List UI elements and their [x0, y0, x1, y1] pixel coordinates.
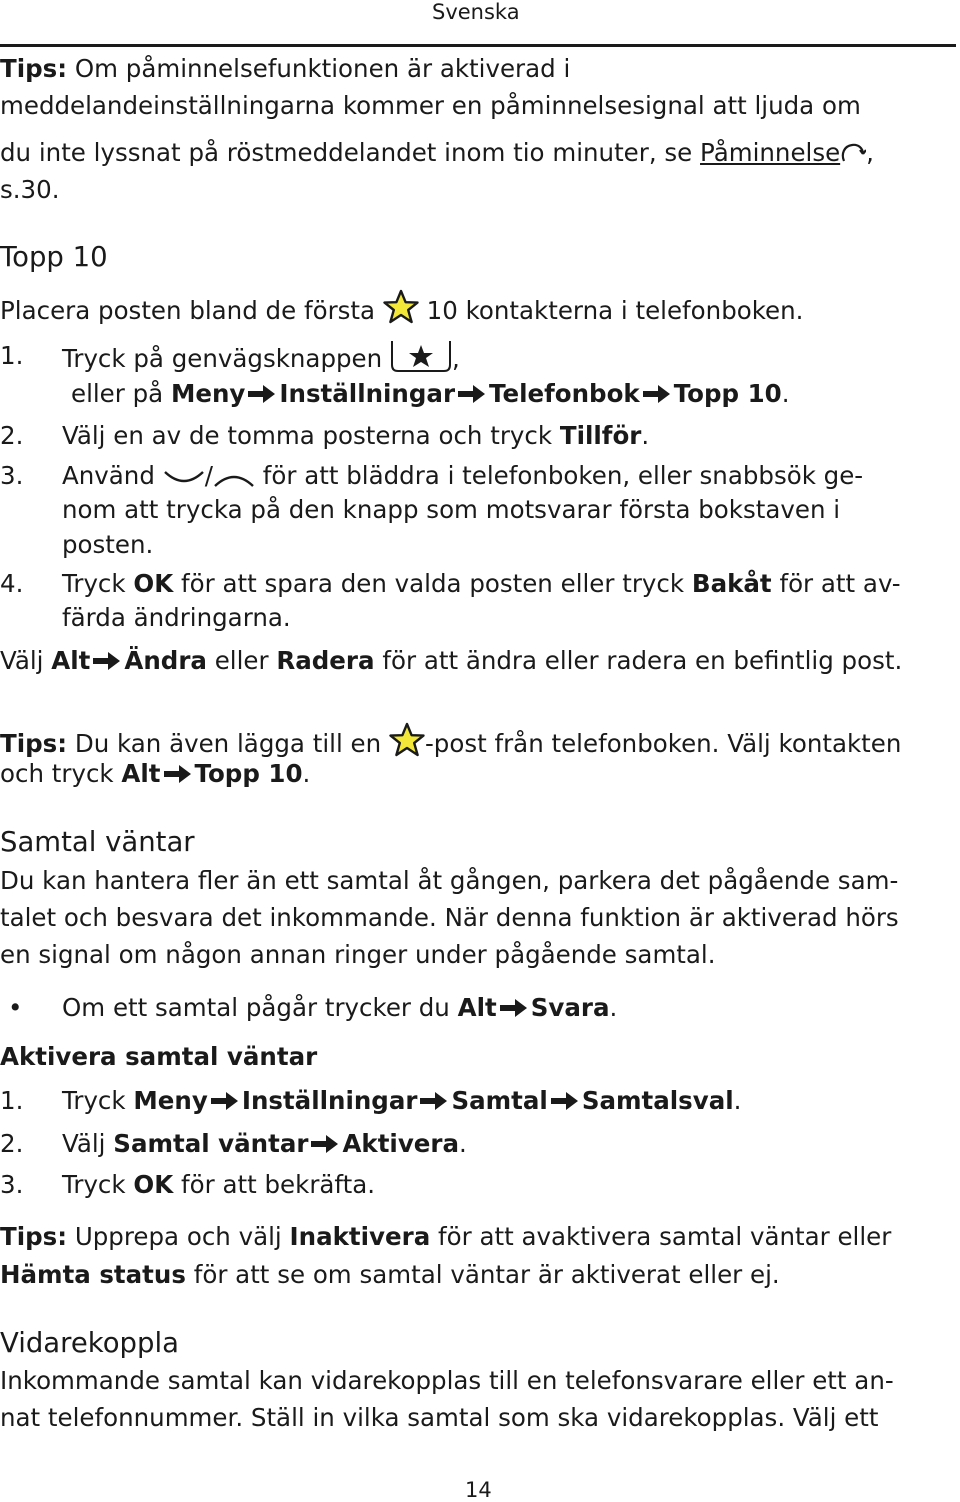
right-arrow-icon: [551, 1091, 579, 1111]
samtal-vantar-p2: talet och besvara det inkommande. När denna funktion är aktiverad hörs: [0, 903, 899, 932]
step-number: 3.: [0, 461, 24, 490]
right-arrow-icon: [248, 384, 276, 404]
star-icon: [389, 722, 425, 765]
tip1-line1: Tips: Om påminnelsefunktionen är aktiverad i: [0, 54, 571, 83]
tip2-line1: Tips: Du kan även lägga till en -post från telefonboken. Välj kontakten: [0, 722, 901, 765]
step-number: 3.: [0, 1170, 24, 1199]
star-icon: [383, 289, 419, 332]
step-number: 1.: [0, 341, 24, 370]
vidarekoppla-heading: Vidarekoppla: [0, 1327, 179, 1359]
tip1-line4: s.30.: [0, 175, 60, 204]
nav-up-key-icon: [213, 467, 255, 497]
tip3-line1: Tips: Upprepa och välj Inaktivera för att avaktivera samtal väntar eller: [0, 1222, 892, 1251]
page-number: 14: [465, 1478, 492, 1502]
tip1-line3: du inte lyssnat på röstmeddelandet inom tio minuter, se Påminnelse ,: [0, 138, 874, 174]
header-language: Svenska: [432, 0, 520, 24]
menu-installningar: Inställningar: [279, 379, 456, 408]
menu-telefonbok: Telefonbok: [489, 379, 640, 408]
right-arrow-icon: [164, 764, 192, 784]
tip1-line2: meddelandeinställningarna kommer en påminnelsesignal att ljuda om: [0, 91, 861, 120]
samtal-vantar-p1: Du kan hantera fler än ett samtal åt gången, parkera det pågående sam-: [0, 866, 899, 895]
tip3-line2: Hämta status för att se om samtal väntar är aktiverat eller ej.: [0, 1260, 780, 1289]
right-arrow-icon: [643, 384, 671, 404]
step1-line2: eller på Meny Inställningar Telefonbok Topp 10.: [71, 379, 790, 408]
tip-label: Tips:: [0, 54, 68, 83]
step-number: 1.: [0, 1086, 24, 1115]
step-number: 4.: [0, 569, 24, 598]
right-arrow-icon: [311, 1134, 339, 1154]
bullet-dot: •: [8, 993, 23, 1022]
reminder-link[interactable]: Påminnelse: [700, 138, 841, 167]
topp10-intro: Placera posten bland de första 10 kontakterna i telefonboken.: [0, 289, 803, 332]
header-rule: [0, 44, 956, 47]
star-key-icon: [390, 341, 452, 380]
step2-text: Välj en av de tomma posterna och tryck Tillför.: [62, 421, 650, 450]
samtal-vantar-heading: Samtal väntar: [0, 826, 195, 858]
alt-instruction: Välj Alt Ändra eller Radera för att ändra eller radera en befintlig post.: [0, 646, 903, 675]
menu-topp10: Topp 10: [673, 379, 782, 408]
step3-line3: posten.: [62, 530, 154, 559]
step-number: 2.: [0, 1129, 24, 1158]
reminder-icon: [840, 141, 866, 174]
step-number: 2.: [0, 421, 24, 450]
tip-label: Tips:: [0, 729, 68, 758]
nav-down-key-icon: [163, 467, 205, 497]
right-arrow-icon: [458, 384, 486, 404]
right-arrow-icon: [93, 651, 121, 671]
step3-line2: nom att trycka på den knapp som motsvarar första bokstaven i: [62, 495, 841, 524]
vidarekoppla-p2: nat telefonnummer. Ställ in vilka samtal som ska vidarekopplas. Välj ett: [0, 1403, 879, 1432]
step1-line1: Tryck på genvägsknappen ,: [62, 341, 460, 380]
right-arrow-icon: [500, 998, 528, 1018]
step3-line1: Använd / för att bläddra i telefonboken, eller snabbsök ge-: [62, 461, 863, 497]
tip2-line2: och tryck Alt Topp 10.: [0, 759, 311, 788]
right-arrow-icon: [420, 1091, 448, 1111]
tip-label: Tips:: [0, 1222, 68, 1251]
aktivera-step1: Tryck Meny Inställningar Samtal Samtalsval.: [62, 1086, 742, 1115]
aktivera-step2: Välj Samtal väntar Aktivera.: [62, 1129, 467, 1158]
menu-meny: Meny: [170, 379, 246, 408]
samtal-vantar-p3: en signal om någon annan ringer under pågående samtal.: [0, 940, 716, 969]
step4-line2: färda ändringarna.: [62, 603, 291, 632]
step4-line1: Tryck OK för att spara den valda posten eller tryck Bakåt för att av-: [62, 569, 901, 598]
aktivera-step3: Tryck OK för att bekräfta.: [62, 1170, 376, 1199]
vidarekoppla-p1: Inkommande samtal kan vidarekopplas till en telefonsvarare eller ett an-: [0, 1366, 894, 1395]
bullet-text: Om ett samtal pågår trycker du Alt Svara.: [62, 993, 618, 1022]
right-arrow-icon: [211, 1091, 239, 1111]
aktivera-heading: Aktivera samtal väntar: [0, 1042, 318, 1071]
topp10-heading: Topp 10: [0, 241, 108, 273]
